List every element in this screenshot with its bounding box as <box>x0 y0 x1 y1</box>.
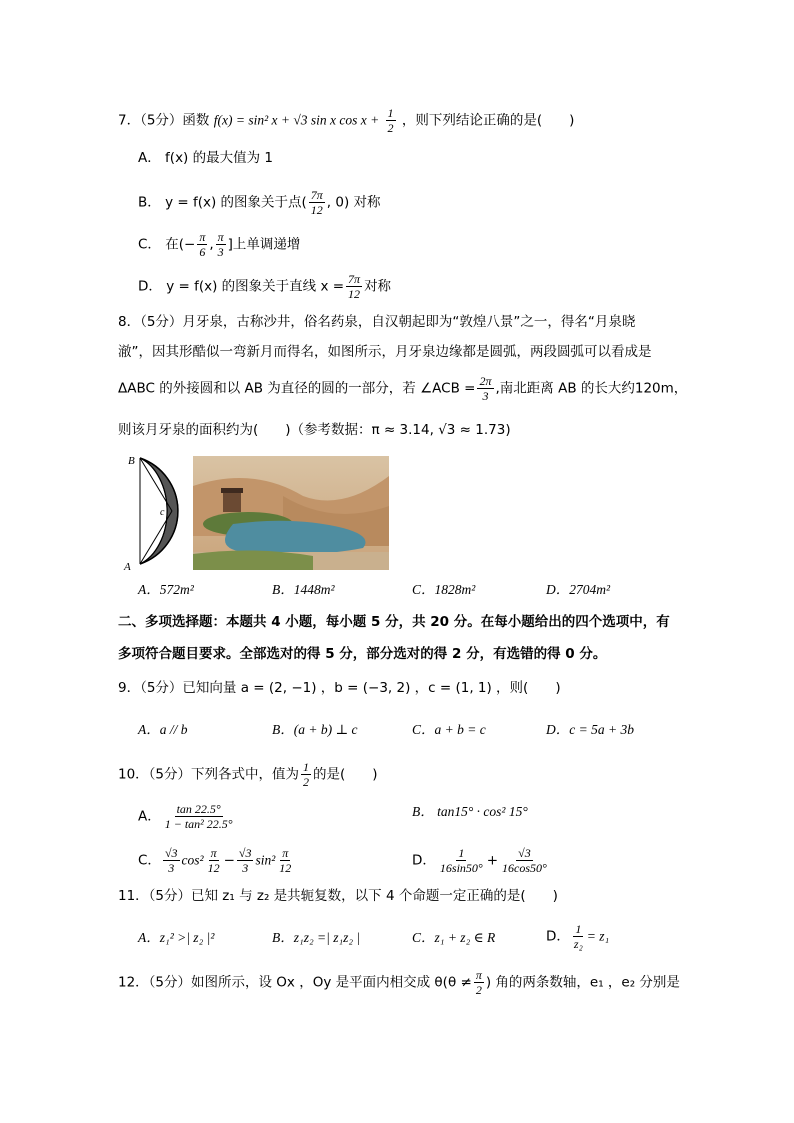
q9-option-c: C．a + b = c <box>412 722 486 737</box>
point-b-label: B <box>128 455 135 467</box>
q7-stem-fraction: $\frac{1}{2}$ <box>387 106 394 135</box>
q9-option-b: B．(a + b) ⊥ c <box>272 722 358 737</box>
q9-option-d: D．c = 5a + 3b <box>546 722 634 737</box>
section-2-line-2: 多项符合题目要求。全部选对的得 5 分，部分选对的得 2 分，有选错的得 0 分。 <box>118 646 607 662</box>
q8-line-4: 则该月牙泉的面积约为( )（参考数据：π ≈ 3.14, √3 ≈ 1.73) <box>118 422 511 438</box>
q7-option-b: B． y = f(x) 的图象关于点( $\frac{7\pi}{12}$ , 0) 对称 <box>138 188 381 217</box>
q11-stem: 11．（5分）已知 z₁ 与 z₂ 是共轭复数，以下 4 个命题一定正确的是( ) <box>118 888 558 904</box>
q10-option-b: B． tan15° · cos² 15° <box>412 804 528 819</box>
q8-line-2: 澈”，因其形酷似一弯新月而得名，如图所示，月牙泉边缘都是圆弧，两段圆弧可以看成是 <box>118 344 652 360</box>
q11-option-c: C．z₁ + z₂ ∈ R <box>412 930 496 945</box>
q11-option-b: B．z₁z₂ =| z₁z₂ | <box>272 930 361 945</box>
q11-option-d: D． $\frac{1}{\text{z₂}}$ = z₁ <box>546 922 610 951</box>
q12-stem: 12．（5分）如图所示，设 Ox ，Oy 是平面内相交成 θ(θ ≠ $\frac{\pi}{2}$ ) 角的两条数轴，e₁ ，e₂ 分别是 <box>118 968 680 997</box>
q10-stem: 10．（5分）下列各式中，值为 $\frac{1}{2}$ 的是( ) <box>118 760 378 789</box>
q8-option-c: C．1828m² <box>412 582 476 597</box>
q10-option-c: C． $\frac{√3}{3}$ cos² $\frac{\pi}{12}$ − $\frac{√3}{3}$ sin² $\frac{\pi}{12}$ <box>138 846 292 875</box>
q7-option-a: A． f(x) 的最大值为 1 <box>138 150 273 166</box>
q10-option-d: D． $\frac{1}{16\sin 50^\circ}$ + $\frac{√3}{16\cos 50^\circ}$ <box>412 846 547 875</box>
q7-option-d: D． y = f(x) 的图象关于直线 x = $\frac{7\pi}{12}$ 对称 <box>138 272 392 301</box>
q8-option-a: A．572m² <box>138 582 194 597</box>
q8-line-3: ΔABC 的外接圆和以 AB 为直径的圆的一部分，若 ∠ACB = $\frac{2\pi}{3}$ ,南北距离 AB 的长大约120m， <box>118 374 688 403</box>
crescent-lake-photo <box>193 456 389 570</box>
q8-line-1: 8．（5分）月牙泉，古称沙井，俗名药泉，自汉朝起即为“敦煌八景”之一，得名“月泉晓 <box>118 314 636 330</box>
q7-stem: 7．（5分）函数 f(x) = sin² x + √3 sin x cos x + $\frac{1}{2}$ ，则下列结论正确的是( ) <box>118 106 575 135</box>
q10-option-a: A． $\frac{\tan 22.5^\circ}{\text{1 − tan² 22.5°}}$ <box>138 802 233 831</box>
section-2-line-1: 二、多项选择题：本题共 4 小题，每小题 5 分，共 20 分。在每小题给出的四个选项中，有 <box>118 614 670 630</box>
q11-option-a: A．z₁² >| z₂ |² <box>138 930 215 945</box>
q9-option-a: A．a // b <box>138 722 188 737</box>
q9-stem: 9．（5分）已知向量 a = (2, −1) ，b = (−3, 2) ，c = (1, 1) ，则( ) <box>118 680 561 696</box>
q8-option-b: B．1448m² <box>272 582 335 597</box>
crescent-diagram <box>120 452 192 572</box>
q8-option-d: D．2704m² <box>546 582 611 597</box>
q7-option-c: C． 在(− $\frac{\pi}{6}$ , $\frac{\pi}{3}$ ]上单调递增 <box>138 230 301 259</box>
point-a-label: A <box>124 561 131 572</box>
point-c-label: c <box>160 507 165 518</box>
